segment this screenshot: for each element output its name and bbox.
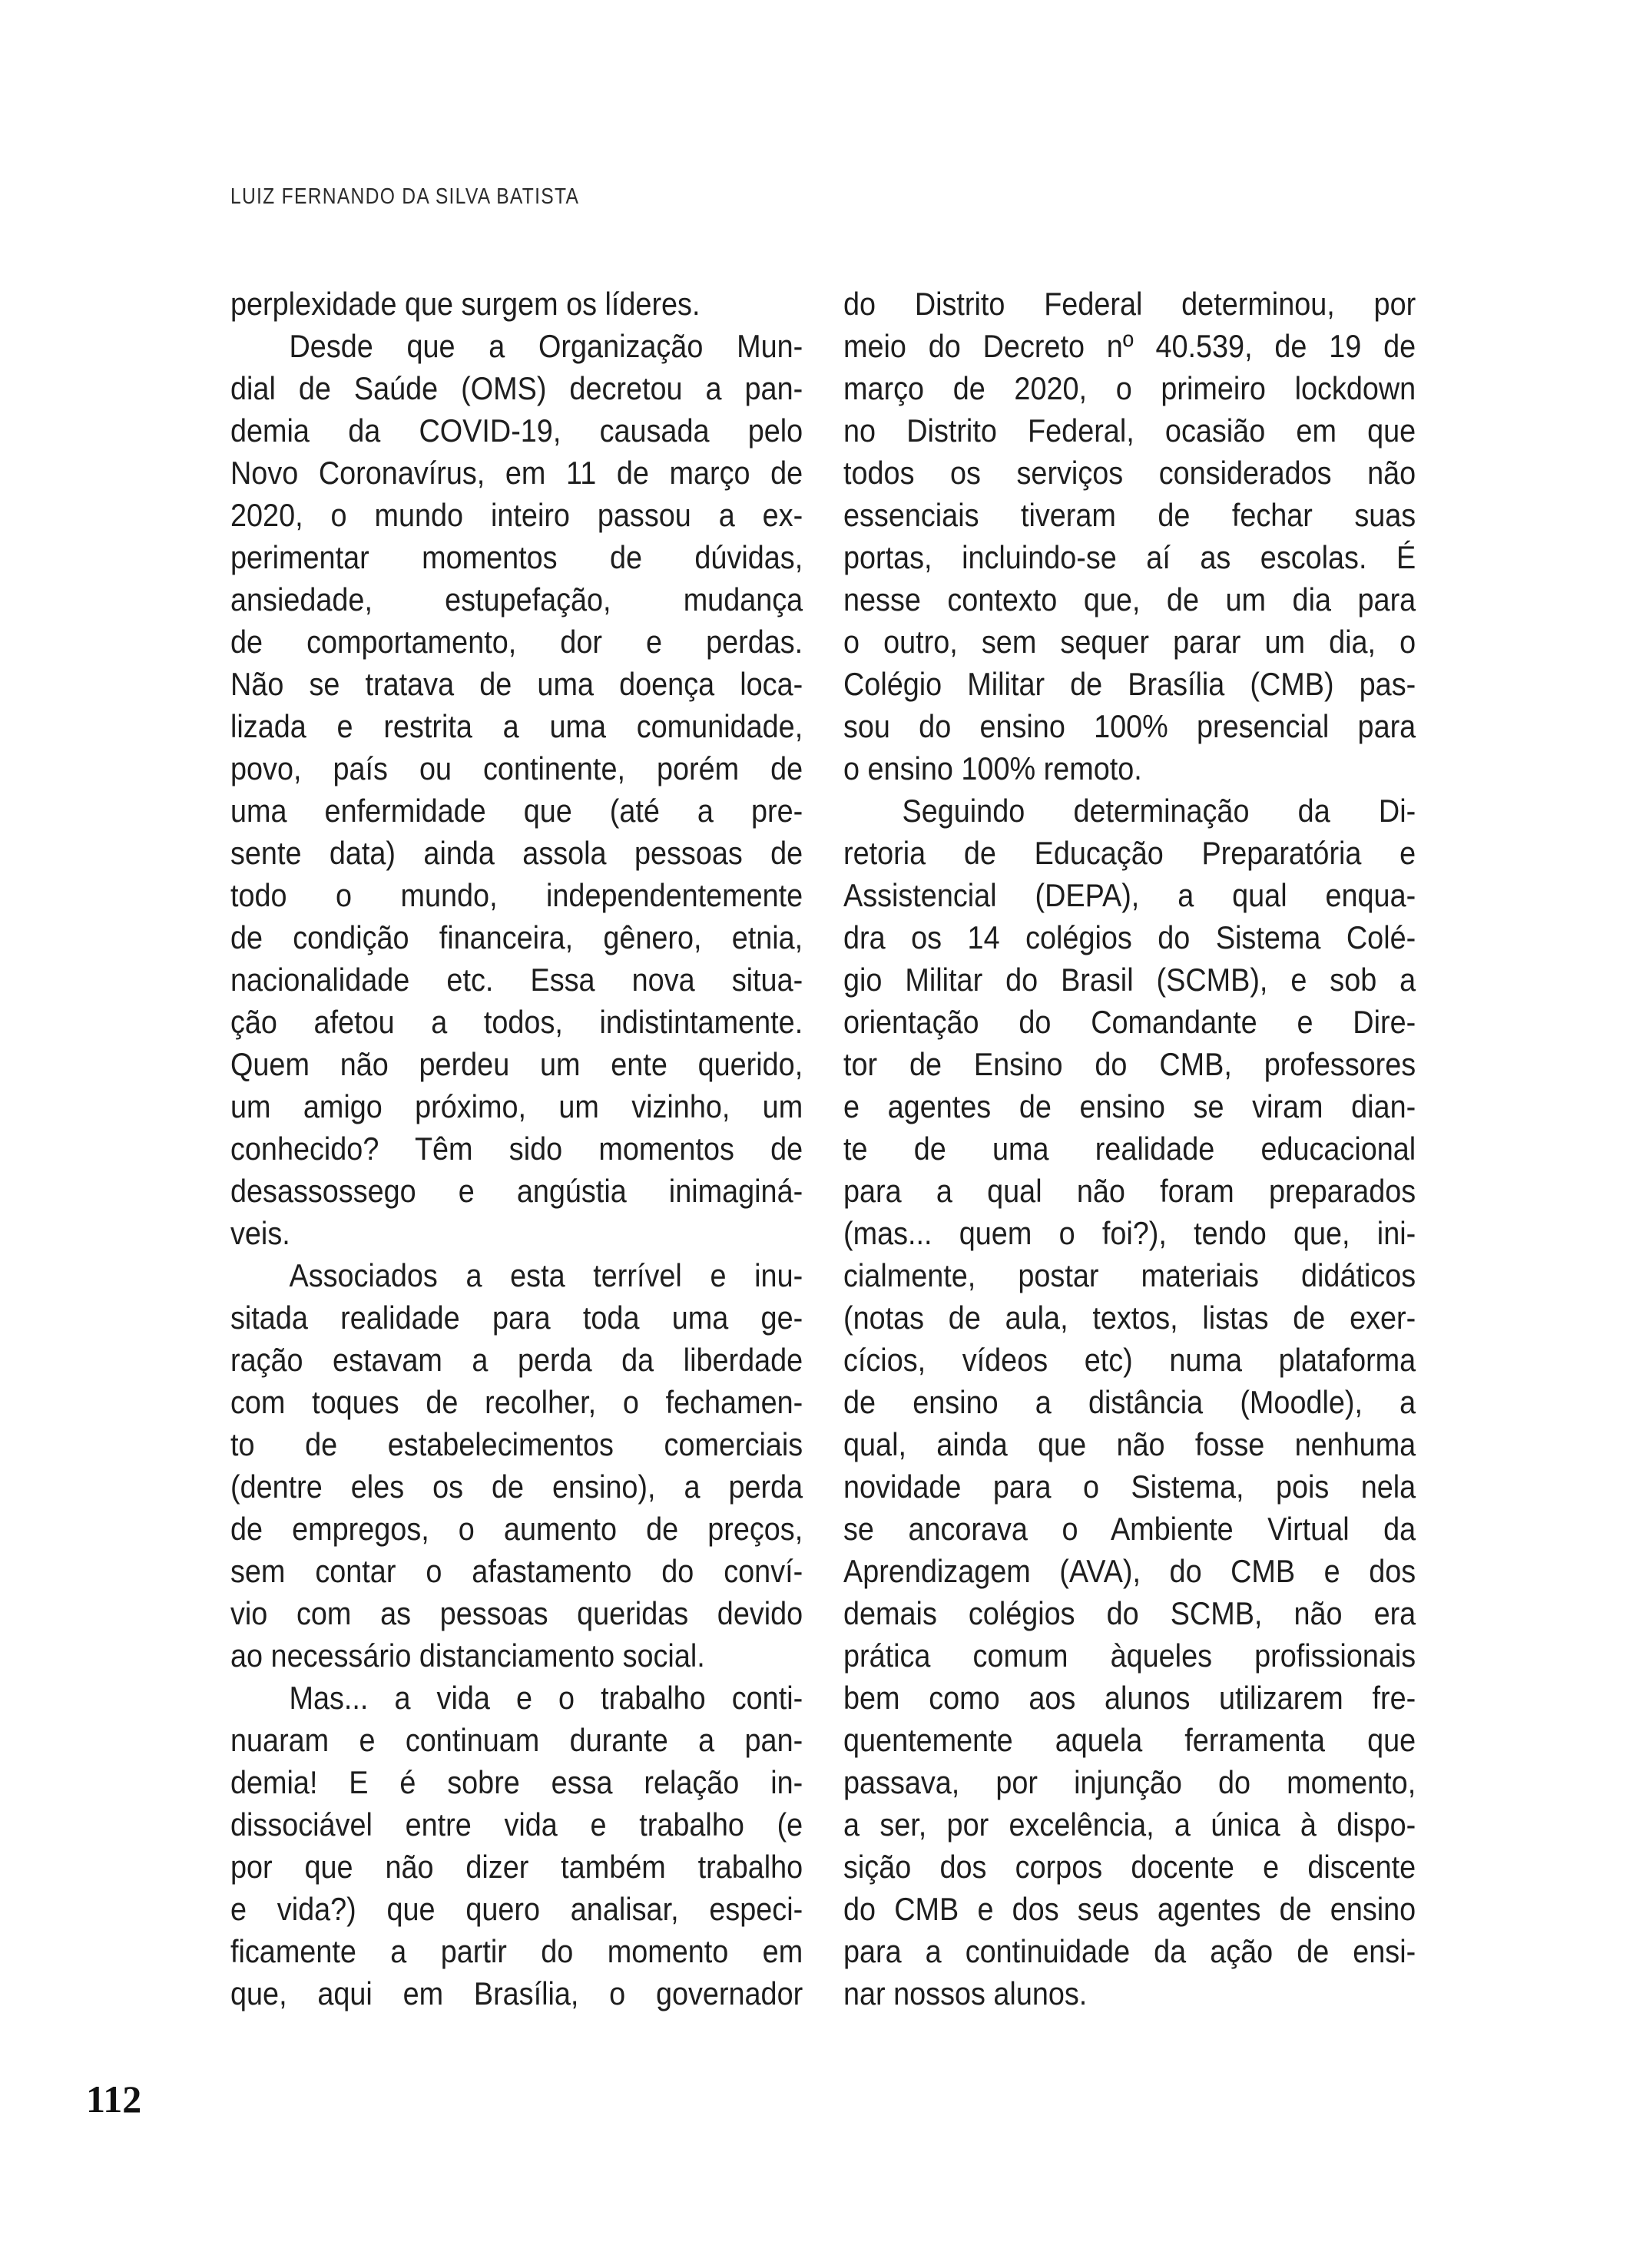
text-line: bem como aos alunos utilizarem fre- — [843, 1680, 1416, 1716]
text-line: (notas de aula, textos, listas de exer- — [843, 1300, 1416, 1336]
text-line: se ancorava o Ambiente Virtual da — [843, 1511, 1416, 1547]
text-line: demais colégios do SCMB, não era — [843, 1595, 1416, 1631]
text-line: prática comum àqueles profissionais — [843, 1637, 1416, 1674]
text-line: e agentes de ensino se viram dian- — [843, 1088, 1416, 1124]
text-line: novidade para o Sistema, pois nela — [843, 1468, 1416, 1505]
text-line: ficamente a partir do momento em — [230, 1933, 803, 1969]
text-line: retoria de Educação Preparatória e — [843, 835, 1416, 871]
text-line: um amigo próximo, um vizinho, um — [230, 1088, 803, 1124]
text-line: nacionalidade etc. Essa nova situa- — [230, 962, 803, 998]
text-line: cícios, vídeos etc) numa plataforma — [843, 1342, 1416, 1378]
text-line: nesse contexto que, de um dia para — [843, 581, 1416, 617]
text-line: ao necessário distanciamento social. — [230, 1637, 705, 1674]
text-line: to de estabelecimentos comerciais — [230, 1426, 803, 1462]
text-line: 2020, o mundo inteiro passou a ex- — [230, 497, 803, 533]
text-line: dra os 14 colégios do Sistema Colé- — [843, 919, 1416, 955]
text-line: do Distrito Federal determinou, por — [843, 286, 1416, 322]
text-line: perplexidade que surgem os líderes. — [230, 286, 701, 322]
text-line: veis. — [230, 1215, 290, 1251]
text-line: vio com as pessoas queridas devido — [230, 1595, 803, 1631]
text-line: lizada e restrita a uma comunidade, — [230, 708, 803, 744]
text-line: orientação do Comandante e Dire- — [843, 1004, 1416, 1040]
text-line: (dentre eles os de ensino), a perda — [230, 1468, 803, 1505]
text-line: a ser, por excelência, a única à dispo- — [843, 1806, 1416, 1843]
text-line: te de uma realidade educacional — [843, 1131, 1416, 1167]
text-line: uma enfermidade que (até a pre- — [230, 793, 803, 829]
text-line: Seguindo determinação da Di- — [902, 793, 1416, 829]
text-line: povo, país ou continente, porém de — [230, 750, 803, 786]
page-number: 112 — [86, 2078, 142, 2121]
text-line: meio do Decreto nº 40.539, de 19 de — [843, 328, 1416, 364]
text-line: portas, incluindo-se aí as escolas. É — [843, 539, 1416, 575]
text-line: passava, por injunção do momento, — [843, 1764, 1416, 1800]
text-line: nuaram e continuam durante a pan- — [230, 1722, 803, 1758]
text-line: sente data) ainda assola pessoas de — [230, 835, 803, 871]
text-line: sição dos corpos docente e discente — [843, 1849, 1416, 1885]
text-line: do CMB e dos seus agentes de ensino — [843, 1891, 1416, 1927]
text-line: Colégio Militar de Brasília (CMB) pas- — [843, 666, 1416, 702]
text-line: dial de Saúde (OMS) decretou a pan- — [230, 370, 803, 406]
running-header-author: LUIZ FERNANDO DA SILVA BATISTA — [230, 184, 580, 209]
text-line: quentemente aquela ferramenta que — [843, 1722, 1416, 1758]
text-line: Aprendizagem (AVA), do CMB e dos — [843, 1553, 1416, 1589]
text-line: perimentar momentos de dúvidas, — [230, 539, 803, 575]
text-line: Novo Coronavírus, em 11 de março de — [230, 455, 803, 491]
text-line: tor de Ensino do CMB, professores — [843, 1046, 1416, 1082]
text-line: Associados a esta terrível e inu- — [289, 1257, 803, 1293]
text-line: ração estavam a perda da liberdade — [230, 1342, 803, 1378]
text-line: demia da COVID-19, causada pelo — [230, 412, 803, 449]
text-line: com toques de recolher, o fechamen- — [230, 1384, 803, 1420]
text-line: no Distrito Federal, ocasião em que — [843, 412, 1416, 449]
text-line: qual, ainda que não fosse nenhuma — [843, 1426, 1416, 1462]
text-line: sitada realidade para toda uma ge- — [230, 1300, 803, 1336]
text-line: sou do ensino 100% presencial para — [843, 708, 1416, 744]
text-line: de ensino a distância (Moodle), a — [843, 1384, 1416, 1420]
text-line: todo o mundo, independentemente — [230, 877, 803, 913]
text-line: Assistencial (DEPA), a qual enqua- — [843, 877, 1416, 913]
text-line: Quem não perdeu um ente querido, — [230, 1046, 803, 1082]
text-line: por que não dizer também trabalho — [230, 1849, 803, 1885]
text-line: Desde que a Organização Mun- — [289, 328, 803, 364]
text-line: para a continuidade da ação de ensi- — [843, 1933, 1416, 1969]
text-line: de condição financeira, gênero, etnia, — [230, 919, 803, 955]
text-line: essenciais tiveram de fechar suas — [843, 497, 1416, 533]
text-line: demia! E é sobre essa relação in- — [230, 1764, 803, 1800]
text-line: dissociável entre vida e trabalho (e — [230, 1806, 803, 1843]
text-line: todos os serviços considerados não — [843, 455, 1416, 491]
text-line: para a qual não foram preparados — [843, 1173, 1416, 1209]
text-line: de comportamento, dor e perdas. — [230, 624, 803, 660]
text-column-left — [230, 283, 803, 2015]
text-line: ção afetou a todos, indistintamente. — [230, 1004, 803, 1040]
text-line: cialmente, postar materiais didáticos — [843, 1257, 1416, 1293]
text-line: e vida?) que quero analisar, especi- — [230, 1891, 803, 1927]
text-line: sem contar o afastamento do conví- — [230, 1553, 803, 1589]
text-line: conhecido? Têm sido momentos de — [230, 1131, 803, 1167]
text-line: Mas... a vida e o trabalho conti- — [289, 1680, 803, 1716]
text-line: nar nossos alunos. — [843, 1975, 1088, 2011]
text-line: o outro, sem sequer parar um dia, o — [843, 624, 1416, 660]
text-column-right — [843, 283, 1416, 2015]
text-line: desassossego e angústia inimaginá- — [230, 1173, 803, 1209]
text-line: gio Militar do Brasil (SCMB), e sob a — [843, 962, 1416, 998]
text-line: o ensino 100% remoto. — [843, 750, 1142, 786]
text-line: de empregos, o aumento de preços, — [230, 1511, 803, 1547]
text-line: que, aqui em Brasília, o governador — [230, 1975, 803, 2011]
text-line: março de 2020, o primeiro lockdown — [843, 370, 1416, 406]
text-line: (mas... quem o foi?), tendo que, ini- — [843, 1215, 1416, 1251]
text-line: ansiedade, estupefação, mudança — [230, 581, 803, 617]
text-line: Não se tratava de uma doença loca- — [230, 666, 803, 702]
